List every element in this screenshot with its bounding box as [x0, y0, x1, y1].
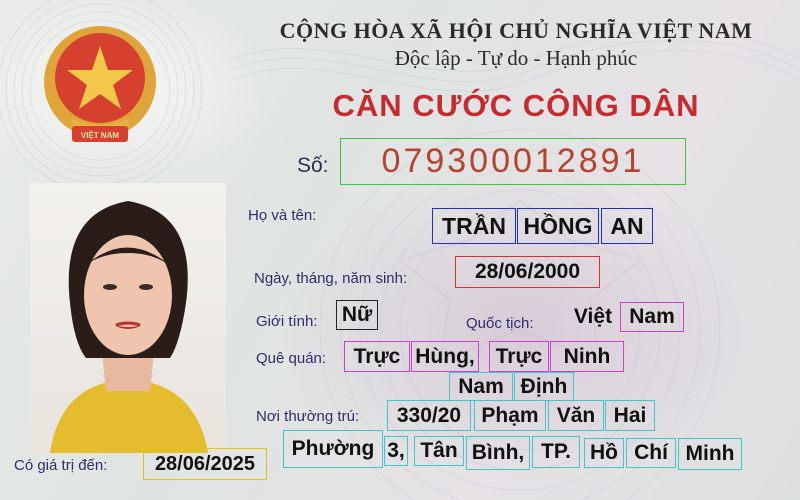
national-emblem-icon [30, 20, 170, 160]
place-of-residence-token: 330/20 [387, 400, 471, 431]
place-of-residence-token: Hồ [584, 438, 624, 468]
place-of-origin-token: Hùng, [411, 341, 479, 372]
place-of-origin-token: Định [514, 372, 574, 401]
nationality-token: Nam [620, 302, 684, 332]
country-name: CỘNG HÒA XÃ HỘI CHỦ NGHĨA VIỆT NAM [279, 18, 753, 43]
motto: Độc lập - Tự do - Hạnh phúc [394, 46, 638, 70]
place-of-origin-token: Trực [344, 341, 410, 372]
full-name-token: HỒNG [517, 208, 599, 244]
place-of-origin-token: Ninh [550, 341, 624, 372]
full-name-token: AN [601, 208, 653, 244]
place-of-origin-token: Nam [449, 372, 513, 401]
place-of-residence-token: Minh [678, 438, 742, 470]
place-of-origin-token: Trực [489, 341, 549, 372]
place-of-residence-token: Hai [605, 400, 655, 431]
place-of-residence-token: 3, [384, 436, 408, 466]
nationality-token: Việt [573, 305, 613, 328]
nationality-label: Quốc tịch: [466, 315, 534, 332]
place-of-residence-token: TP. [532, 436, 580, 468]
place-of-residence-token: Văn [548, 400, 604, 431]
place-of-residence-token: Tân [414, 436, 464, 466]
place-of-residence-token: Chí [626, 438, 676, 468]
date-of-birth-label: Ngày, tháng, năm sinh: [254, 270, 408, 287]
portrait-photo [30, 183, 226, 453]
sex-value: Nữ [336, 300, 378, 330]
expiry-label: Có giá trị đến: [14, 457, 108, 474]
place-of-residence-token: Phạm [474, 400, 546, 431]
full-name-token: TRẦN [432, 208, 516, 244]
place-of-residence-token: Bình, [466, 436, 530, 470]
place-of-origin-label: Quê quán: [256, 350, 327, 367]
full-name-label: Họ và tên: [248, 207, 317, 224]
place-of-residence-label: Nơi thường trú: [256, 408, 360, 425]
card-title: CĂN CƯỚC CÔNG DÂN [332, 88, 700, 123]
expiry-value: 28/06/2025 [143, 448, 267, 480]
id-number-label: Số: [297, 154, 329, 177]
place-of-residence-token: Phường [283, 430, 383, 468]
date-of-birth-value: 28/06/2000 [455, 256, 600, 288]
person-portrait-icon [30, 183, 226, 453]
id-number-value: 079300012891 [340, 138, 686, 185]
emblem-banner-text: VIỆT NAM [80, 131, 120, 140]
sex-label: Giới tính: [256, 313, 318, 330]
